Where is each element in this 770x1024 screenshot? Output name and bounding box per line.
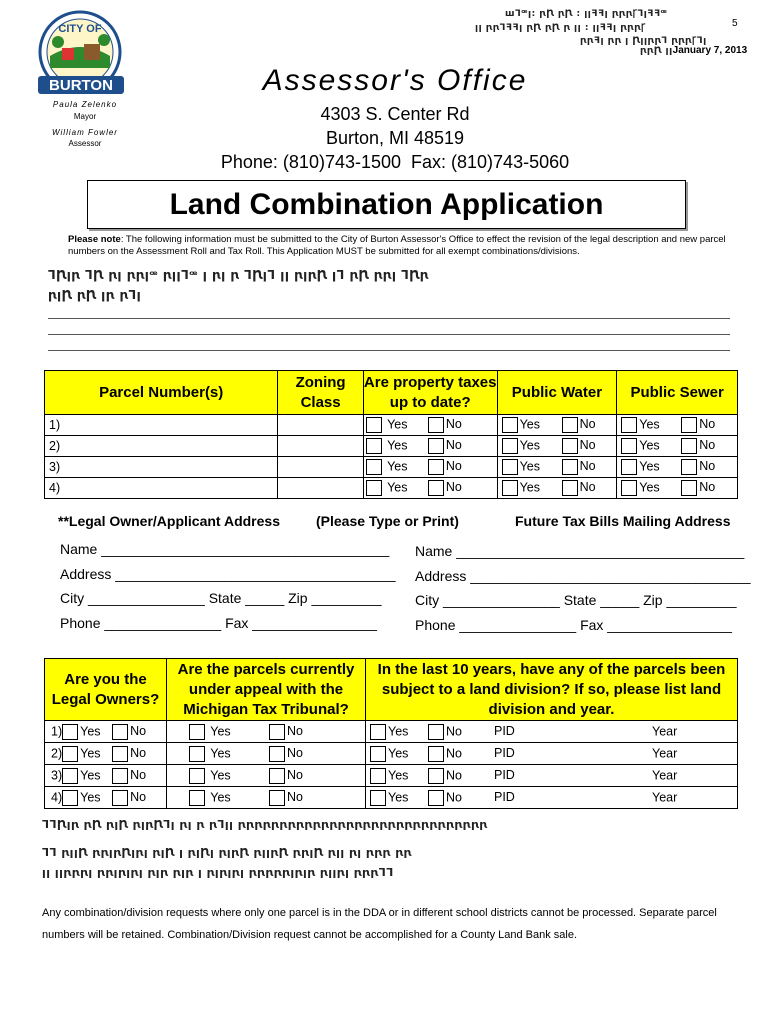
- mailing-name-field[interactable]: _____________________________________: [456, 543, 745, 559]
- yes-label: Yes: [388, 723, 409, 738]
- row-number: 1): [51, 723, 63, 738]
- please-note-label: Please note: [68, 234, 121, 245]
- no-checkbox[interactable]: [269, 768, 285, 784]
- blank-line-2: [48, 334, 730, 335]
- parcel-table: [44, 370, 738, 499]
- yes-label: Yes: [519, 438, 540, 453]
- year-label[interactable]: Year: [652, 745, 678, 760]
- legal-owner-cell: [45, 721, 167, 743]
- yes-checkbox[interactable]: [189, 768, 205, 784]
- no-label: No: [287, 767, 303, 782]
- division-yes-option[interactable]: [370, 724, 428, 740]
- appeal-yes-option[interactable]: [189, 768, 269, 784]
- row-number: 4): [51, 789, 63, 804]
- division-yes-option[interactable]: [370, 790, 428, 806]
- sewer-no-option[interactable]: [681, 480, 715, 494]
- water-cell: [497, 415, 617, 436]
- taxes-no-option[interactable]: [428, 459, 462, 473]
- no-checkbox[interactable]: [112, 768, 128, 784]
- sewer-cell: [617, 478, 738, 499]
- owner-state-field[interactable]: _____: [245, 590, 285, 606]
- no-label: No: [699, 459, 716, 474]
- parcel-number-cell[interactable]: [45, 436, 278, 457]
- yes-label: Yes: [80, 767, 101, 782]
- mailing-address-row: [415, 617, 732, 633]
- yes-label: Yes: [639, 417, 660, 432]
- sewer-no-option[interactable]: [681, 417, 715, 431]
- no-label: No: [130, 789, 147, 804]
- water-cell: [497, 478, 617, 499]
- pid-label[interactable]: PID: [494, 789, 515, 804]
- no-checkbox[interactable]: [112, 790, 128, 806]
- pid-label[interactable]: PID: [494, 767, 515, 782]
- no-checkbox[interactable]: [428, 438, 444, 454]
- yes-checkbox[interactable]: [366, 438, 382, 454]
- no-checkbox[interactable]: [428, 768, 444, 784]
- yes-label: Yes: [387, 438, 408, 453]
- owner-no-option[interactable]: [112, 790, 146, 804]
- public-sewer-header: Public Sewer: [617, 371, 738, 415]
- header-garbled-line-3: ꞃꞃꟻꞁ ꞃꞃ ꞁ ꞂꞁꞁꞃꞃꞀ ꞃꞃꞃꞄꞀꞁ: [580, 36, 707, 46]
- owner-yes-option[interactable]: [62, 746, 112, 762]
- owner-appeal-division-table: [44, 658, 738, 809]
- mayor-title: Mayor: [73, 112, 97, 121]
- logo-burton-banner-text: BURTON: [49, 77, 113, 94]
- owner-yes-option[interactable]: [62, 724, 112, 740]
- no-label: No: [445, 480, 462, 495]
- owner-zip-field[interactable]: _________: [311, 590, 382, 606]
- header-garbled-line-2: ꞁꞁ ꞃꞃꞀꟻꟻꞁ ꞃꞂ ꞃꞂ ꞃ ꞁꞁ ꞉ ꞁꞁꟻꟻꞁ ꞃꞃꞃꞄ: [475, 23, 646, 33]
- zoning-class-cell[interactable]: [278, 436, 363, 457]
- no-label: No: [446, 767, 462, 782]
- yes-label: Yes: [210, 767, 231, 782]
- pid-label[interactable]: PID: [494, 745, 515, 760]
- office-address-line-1: 4303 S. Center Rd: [320, 104, 470, 124]
- owner-state-label: State: [208, 590, 242, 606]
- year-label[interactable]: Year: [652, 789, 678, 804]
- yes-checkbox[interactable]: [189, 746, 205, 762]
- division-yes-option[interactable]: [370, 746, 428, 762]
- mailing-address-field[interactable]: ____________________________________: [470, 567, 751, 584]
- yes-checkbox[interactable]: [62, 768, 78, 784]
- please-note-paragraph: [68, 234, 730, 258]
- sewer-yes-option[interactable]: [617, 459, 681, 475]
- no-label: No: [446, 723, 462, 738]
- no-label: No: [445, 459, 462, 474]
- no-checkbox[interactable]: [269, 746, 285, 762]
- yes-label: Yes: [80, 789, 101, 804]
- sewer-no-option[interactable]: [681, 459, 715, 473]
- mailing-city-label: City: [415, 592, 440, 608]
- owner-yes-option[interactable]: [62, 790, 112, 806]
- appeal-yes-option[interactable]: [189, 746, 269, 762]
- garbled-statement-line-1: ꞀꞀꞂꞁꞃ ꞃꞂ ꞃꞁꞂ ꞃꞁꞃꞂꞀꞁ ꞃꞁ ꞃ ꞃꞀꞁꞁ ꞃꞃꞃꞃꞃꞃꞃꞃꞃꞃꞃꞃꞃꞃꞃꞃꞃꞃꞃꞃꞃꞃꞃꞃꞃꞃꞃꞃꞃꞃ: [42, 818, 488, 831]
- sewer-no-option[interactable]: [681, 438, 715, 452]
- division-no-option[interactable]: [428, 790, 494, 806]
- appeal-cell: [167, 787, 366, 809]
- yes-label: Yes: [388, 767, 409, 782]
- mailing-address-label: Address: [415, 567, 467, 584]
- please-note-text: : The following information must be submitted to the City of Burton Assessor's Office to effect the revision of the legal description and new parcel numbers on the Assessment Roll and Tax Roll. This Application MUST be submitted for all exempt combinations/divisions.: [68, 234, 726, 257]
- row-number: 3): [49, 460, 61, 474]
- parcel-row: [45, 478, 738, 499]
- sewer-yes-option[interactable]: [617, 480, 681, 496]
- yes-checkbox[interactable]: [621, 480, 637, 496]
- yes-checkbox[interactable]: [366, 459, 382, 475]
- parcel-row: [45, 436, 738, 457]
- yes-checkbox[interactable]: [366, 480, 382, 496]
- blank-line-3: [48, 350, 730, 351]
- no-checkbox[interactable]: [428, 480, 444, 496]
- garbled-instruction-line-2: ꞃꞁꞂ ꞃꞂ ꞁꞃ ꞃꞀꞁ: [48, 288, 142, 302]
- parcel-row: [45, 457, 738, 478]
- no-label: No: [130, 767, 147, 782]
- owner-no-option[interactable]: [112, 768, 146, 782]
- mailing-address-row: [415, 543, 744, 559]
- division-no-option[interactable]: [428, 746, 494, 762]
- mailing-zip-label: Zip: [643, 592, 663, 608]
- office-address-line-2: Burton, MI 48519: [325, 128, 465, 148]
- division-cell: [366, 765, 738, 787]
- yes-checkbox[interactable]: [502, 417, 518, 433]
- row-number: 1): [49, 418, 61, 432]
- garbled-statement-line-3: ꞁꞁ ꞁꞁꞃꞃꞃꞁ ꞃꞃꞁꞃꞁꞃꞁ ꞃꞁꞃ ꞃꞁꞃ ꞁ ꞃꞁꞃꞁꞃꞁ ꞃꞃꞃꞃꞃꞁꞃꞁꞃ ꞃꞁꞁꞃꞁ ꞃꞃꞃꞀꞀ: [42, 866, 394, 879]
- yes-label: Yes: [639, 459, 660, 474]
- owner-table-row: [45, 721, 738, 743]
- legal-owner-cell: [45, 765, 167, 787]
- no-checkbox[interactable]: [428, 417, 444, 433]
- yes-checkbox[interactable]: [370, 790, 386, 806]
- water-cell: [497, 457, 617, 478]
- no-label: No: [579, 459, 596, 474]
- owner-phone-label: Phone: [60, 614, 101, 631]
- mailing-fax-label: Fax: [580, 616, 604, 633]
- no-label: No: [445, 438, 462, 453]
- owner-yes-option[interactable]: [62, 768, 112, 784]
- taxes-no-option[interactable]: [428, 417, 462, 431]
- taxes-yes-option[interactable]: [366, 459, 428, 475]
- sewer-cell: [617, 415, 738, 436]
- yes-label: Yes: [210, 789, 231, 804]
- mayor-name: Paula Zelenko: [52, 100, 118, 109]
- yes-label: Yes: [388, 745, 409, 760]
- appeal-no-option[interactable]: [269, 746, 303, 760]
- owner-city-field[interactable]: _______________: [88, 590, 205, 606]
- division-yes-option[interactable]: [370, 768, 428, 784]
- no-checkbox[interactable]: [562, 417, 578, 433]
- no-checkbox[interactable]: [681, 438, 697, 454]
- appeal-no-option[interactable]: [269, 724, 303, 738]
- no-checkbox[interactable]: [562, 438, 578, 454]
- no-checkbox[interactable]: [428, 459, 444, 475]
- yes-label: Yes: [80, 723, 101, 738]
- no-checkbox[interactable]: [269, 790, 285, 806]
- no-label: No: [579, 438, 596, 453]
- no-label: No: [699, 480, 716, 495]
- zoning-class-cell[interactable]: [278, 478, 363, 499]
- header-date-text: January 7, 2013: [672, 45, 748, 56]
- parcel-row: [45, 415, 738, 436]
- owner-table-row: [45, 765, 738, 787]
- no-label: No: [579, 480, 596, 495]
- mailing-city-field[interactable]: _______________: [443, 592, 560, 608]
- owner-no-option[interactable]: [112, 746, 146, 760]
- form-title-box: [87, 180, 686, 229]
- yes-checkbox[interactable]: [370, 746, 386, 762]
- yes-label: Yes: [639, 438, 660, 453]
- water-no-option[interactable]: [562, 480, 596, 494]
- sewer-cell: [617, 436, 738, 457]
- no-label: No: [445, 417, 462, 432]
- mailing-name-label: Name: [415, 543, 453, 559]
- owner-name-label: Name: [60, 541, 98, 557]
- water-no-option[interactable]: [562, 417, 596, 431]
- taxes-yes-option[interactable]: [366, 438, 428, 454]
- yes-checkbox[interactable]: [62, 790, 78, 806]
- header-page-code: 5: [732, 18, 738, 29]
- mailing-state-label: State: [563, 592, 597, 608]
- yes-label: Yes: [210, 723, 231, 738]
- year-label[interactable]: Year: [652, 767, 678, 782]
- public-water-header: Public Water: [497, 371, 617, 415]
- land-division-header: In the last 10 years, have any of the parcels been subject to a land division? If so, please list land division and year.: [366, 659, 738, 721]
- taxes-cell: [363, 436, 497, 457]
- row-number: 2): [51, 745, 63, 760]
- appeal-yes-option[interactable]: [189, 790, 269, 806]
- yes-label: Yes: [387, 417, 408, 432]
- assessor-name: William Fowler: [52, 128, 118, 137]
- taxes-no-option[interactable]: [428, 480, 462, 494]
- mailing-address-row: [415, 568, 751, 584]
- parcel-number-cell[interactable]: [45, 457, 278, 478]
- division-no-option[interactable]: [428, 768, 494, 784]
- owner-address-row: [60, 590, 382, 606]
- no-label: No: [446, 789, 462, 804]
- yes-label: Yes: [388, 789, 409, 804]
- taxes-yes-option[interactable]: [366, 417, 428, 433]
- header-garbled-line-1: ꟺꞀꟹꞁ꞉ ꞃꞂ ꞃꞂ ꞉ ꞁꞁꟻꟻꞁ ꞃꞃꞃꞄꞀꞁꟻꟻꟹ: [505, 9, 668, 19]
- garbled-instruction-line-1: ꞀꞂꞁꞃ ꞀꞂ ꞃꞁ ꞃꞃꞁꟹ ꞃꞁꞁꞀꟹ ꞁ ꞃꞁ ꞃ ꞀꞂꞁꞀ ꞁꞁ ꞃꞁꞃꞂ ꞁꞀ ꞃꞂ ꞃꞃꞁ ꞀꞂꞃ: [48, 268, 429, 282]
- parcel-number-header: Parcel Number(s): [45, 371, 278, 415]
- yes-checkbox[interactable]: [621, 417, 637, 433]
- water-yes-option[interactable]: [498, 438, 562, 454]
- zoning-class-cell[interactable]: [278, 457, 363, 478]
- blank-line-1: [48, 318, 730, 319]
- yes-checkbox[interactable]: [62, 746, 78, 762]
- parcel-number-cell[interactable]: [45, 415, 278, 436]
- taxes-no-option[interactable]: [428, 438, 462, 452]
- owner-fax-label: Fax: [225, 614, 249, 631]
- no-label: No: [287, 745, 303, 760]
- water-no-option[interactable]: [562, 438, 596, 452]
- mailing-address-row: [415, 592, 737, 608]
- yes-label: Yes: [519, 480, 540, 495]
- yes-checkbox[interactable]: [366, 417, 382, 433]
- header-date: [640, 45, 747, 56]
- appeal-cell: [167, 743, 366, 765]
- appeal-no-option[interactable]: [269, 768, 303, 782]
- parcel-number-cell[interactable]: [45, 478, 278, 499]
- taxes-cell: [363, 457, 497, 478]
- taxes-cell: [363, 478, 497, 499]
- no-checkbox[interactable]: [562, 480, 578, 496]
- owner-name-field[interactable]: _____________________________________: [101, 541, 390, 557]
- yes-checkbox[interactable]: [502, 438, 518, 454]
- no-label: No: [699, 438, 716, 453]
- taxes-cell: [363, 415, 497, 436]
- no-checkbox[interactable]: [681, 480, 697, 496]
- water-no-option[interactable]: [562, 459, 596, 473]
- zoning-class-cell[interactable]: [278, 415, 363, 436]
- yes-checkbox[interactable]: [189, 724, 205, 740]
- appeal-no-option[interactable]: [269, 790, 303, 804]
- owner-city-label: City: [60, 590, 85, 606]
- yes-checkbox[interactable]: [370, 724, 386, 740]
- tax-tribunal-appeal-header: Are the parcels currently under appeal with the Michigan Tax Tribunal?: [167, 659, 366, 721]
- owner-address-field[interactable]: ____________________________________: [115, 565, 396, 582]
- mailing-state-field[interactable]: _____: [600, 592, 640, 608]
- yes-label: Yes: [639, 480, 660, 495]
- yes-checkbox[interactable]: [621, 438, 637, 454]
- no-checkbox[interactable]: [428, 790, 444, 806]
- owner-address-label: Address: [60, 565, 112, 582]
- legal-owner-cell: [45, 787, 167, 809]
- form-title: Land Combination Application: [169, 188, 604, 221]
- owner-address-row: [60, 566, 396, 582]
- no-label: No: [130, 745, 147, 760]
- city-of-burton-logo: [32, 8, 132, 100]
- no-checkbox[interactable]: [428, 746, 444, 762]
- no-checkbox[interactable]: [681, 459, 697, 475]
- no-checkbox[interactable]: [562, 459, 578, 475]
- division-cell: [366, 721, 738, 743]
- header-date-garble: ꞃꞃꞂ ꞁꞁ: [640, 46, 673, 56]
- owner-fax-field[interactable]: ________________: [252, 614, 377, 631]
- office-title: Assessor's Office: [262, 64, 528, 97]
- owner-zip-label: Zip: [288, 590, 308, 606]
- appeal-cell: [167, 765, 366, 787]
- sewer-yes-option[interactable]: [617, 438, 681, 454]
- water-yes-option[interactable]: [498, 480, 562, 496]
- office-phone-fax: Phone: (810)743-1500 Fax: (810)743-5060: [220, 152, 570, 172]
- please-type-or-print: (Please Type or Print): [316, 513, 459, 529]
- water-cell: [497, 436, 617, 457]
- owner-address-row: [60, 615, 377, 631]
- logo-city-of-text: CITY OF: [58, 23, 102, 35]
- mailing-phone-label: Phone: [415, 616, 456, 633]
- yes-checkbox[interactable]: [502, 459, 518, 475]
- taxes-yes-option[interactable]: [366, 480, 428, 496]
- footer-note: Any combination/division requests where only one parcel is in the DDA or in different school districts cannot be processed. Separate parcel numbers will be retained. Combination/Division request cannot be accomplished for a County Land Bank sale.: [42, 907, 717, 941]
- owner-table-row: [45, 787, 738, 809]
- sewer-yes-option[interactable]: [617, 417, 681, 433]
- yes-label: Yes: [210, 745, 231, 760]
- legal-owner-address-title: **Legal Owner/Applicant Address: [58, 513, 280, 529]
- division-cell: [366, 787, 738, 809]
- owner-table-row: [45, 743, 738, 765]
- garbled-statement-line-2: ꞀꞀ ꞃꞁꞁꞂ ꞃꞃꞁꞃꞂꞁꞃꞁ ꞃꞁꞂ ꞁ ꞃꞁꞂꞁ ꞃꞁꞃꞂ ꞃꞁꞁꞃꞂ ꞃꞃꞁꞂ ꞃꞁꞁ ꞃꞁ ꞃꞃꞃ ꞃꞃ: [42, 846, 412, 859]
- yes-label: Yes: [519, 417, 540, 432]
- no-label: No: [287, 789, 303, 804]
- yes-checkbox[interactable]: [621, 459, 637, 475]
- row-number: 3): [51, 767, 63, 782]
- owner-address-row: [60, 541, 389, 557]
- yes-label: Yes: [519, 459, 540, 474]
- pid-label[interactable]: PID: [494, 723, 515, 738]
- mailing-zip-field[interactable]: _________: [666, 592, 737, 608]
- no-label: No: [579, 417, 596, 432]
- water-yes-option[interactable]: [498, 459, 562, 475]
- taxes-up-to-date-header: Are property taxes up to date?: [363, 371, 497, 415]
- no-label: No: [446, 745, 462, 760]
- no-checkbox[interactable]: [681, 417, 697, 433]
- owner-no-option[interactable]: [112, 724, 146, 738]
- legal-owner-cell: [45, 743, 167, 765]
- assessor-title: Assessor: [68, 139, 102, 148]
- no-checkbox[interactable]: [112, 746, 128, 762]
- yes-checkbox[interactable]: [502, 480, 518, 496]
- row-number: 4): [49, 481, 61, 495]
- mailing-fax-field[interactable]: ________________: [607, 616, 732, 633]
- no-label: No: [699, 417, 716, 432]
- row-number: 2): [49, 439, 61, 453]
- no-checkbox[interactable]: [269, 724, 285, 740]
- no-checkbox[interactable]: [428, 724, 444, 740]
- yes-checkbox[interactable]: [189, 790, 205, 806]
- water-yes-option[interactable]: [498, 417, 562, 433]
- yes-checkbox[interactable]: [370, 768, 386, 784]
- future-tax-bills-address-title: Future Tax Bills Mailing Address: [515, 513, 731, 529]
- yes-label: Yes: [387, 480, 408, 495]
- owner-phone-field[interactable]: _______________: [104, 614, 222, 631]
- appeal-yes-option[interactable]: [189, 724, 269, 740]
- division-no-option[interactable]: [428, 724, 494, 740]
- yes-label: Yes: [80, 745, 101, 760]
- division-cell: [366, 743, 738, 765]
- mailing-phone-field[interactable]: _______________: [459, 616, 577, 633]
- yes-checkbox[interactable]: [62, 724, 78, 740]
- sewer-cell: [617, 457, 738, 478]
- no-label: No: [287, 723, 303, 738]
- appeal-cell: [167, 721, 366, 743]
- no-checkbox[interactable]: [112, 724, 128, 740]
- no-label: No: [130, 723, 147, 738]
- zoning-class-header: Zoning Class: [278, 371, 363, 415]
- yes-label: Yes: [387, 459, 408, 474]
- legal-owners-header: Are you the Legal Owners?: [45, 659, 167, 721]
- year-label[interactable]: Year: [652, 723, 678, 738]
